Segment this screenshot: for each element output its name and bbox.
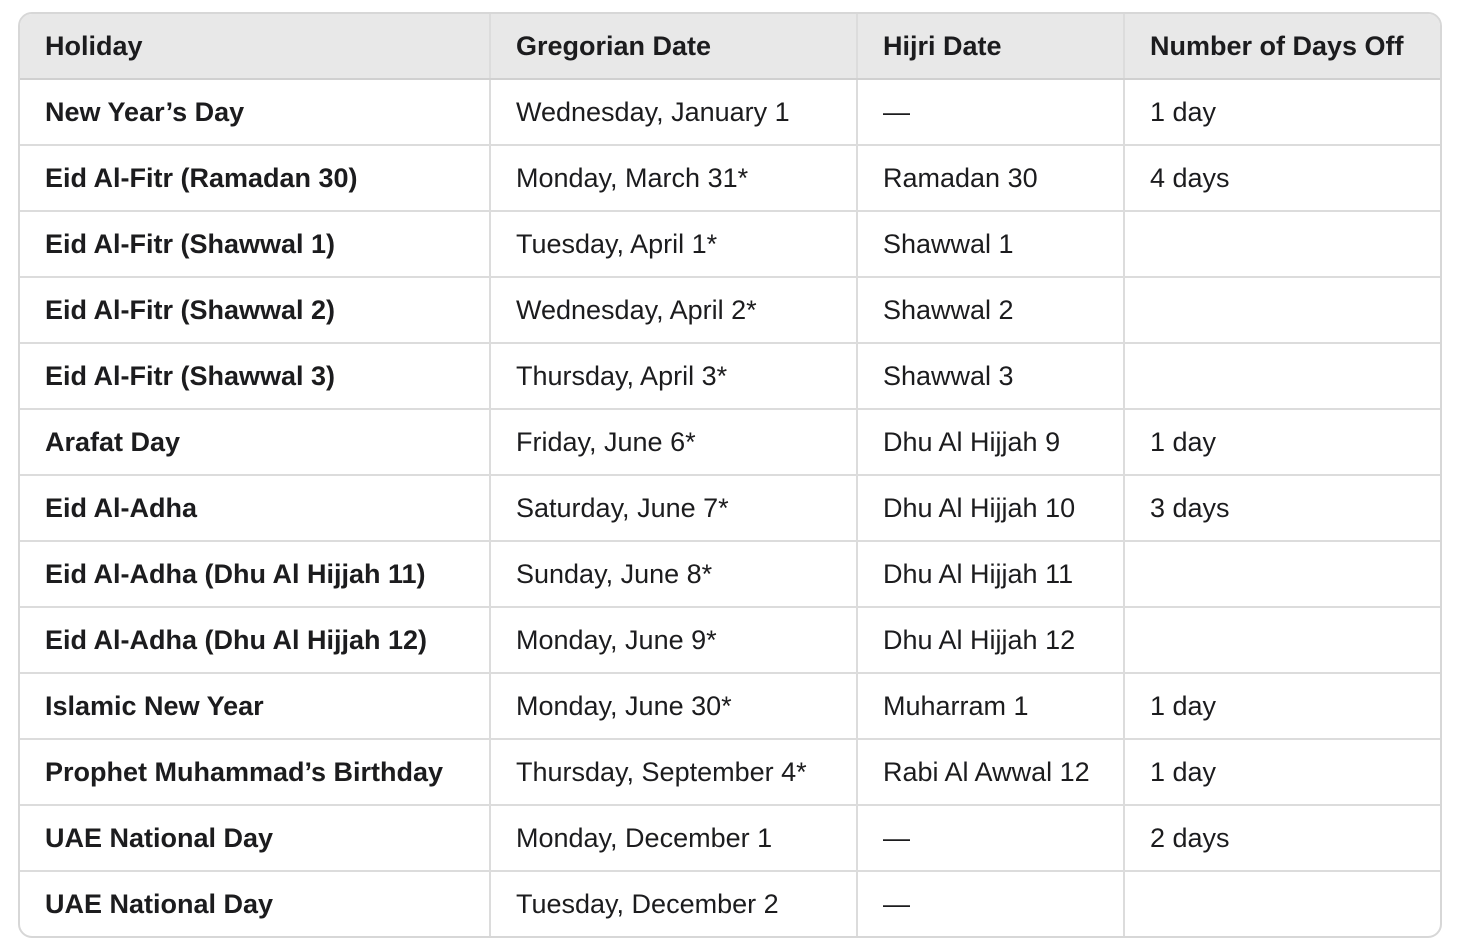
header-hijri-date: Hijri Date xyxy=(857,14,1124,79)
hijri-date-cell: Dhu Al Hijjah 12 xyxy=(857,607,1124,673)
days-off-cell: 1 day xyxy=(1124,409,1440,475)
header-row xyxy=(20,14,1440,79)
hijri-date-cell: Dhu Al Hijjah 9 xyxy=(857,409,1124,475)
days-off-cell: 1 day xyxy=(1124,673,1440,739)
days-off-cell xyxy=(1124,541,1440,607)
days-off-cell xyxy=(1124,343,1440,409)
days-off-cell: 1 day xyxy=(1124,739,1440,805)
holiday-cell: Eid Al-Fitr (Ramadan 30) xyxy=(20,145,490,211)
table-row xyxy=(20,145,1440,211)
days-off-cell: 2 days xyxy=(1124,805,1440,871)
table-row xyxy=(20,541,1440,607)
holiday-cell: Eid Al-Fitr (Shawwal 1) xyxy=(20,211,490,277)
gregorian-date-cell: Friday, June 6* xyxy=(490,409,857,475)
gregorian-date-cell: Thursday, September 4* xyxy=(490,739,857,805)
gregorian-date-cell: Monday, December 1 xyxy=(490,805,857,871)
hijri-date-cell: Muharram 1 xyxy=(857,673,1124,739)
days-off-cell: 3 days xyxy=(1124,475,1440,541)
holiday-cell: Eid Al-Adha (Dhu Al Hijjah 11) xyxy=(20,541,490,607)
hijri-date-cell: — xyxy=(857,871,1124,936)
table-body xyxy=(20,79,1440,936)
header-holiday: Holiday xyxy=(20,14,490,79)
table-row xyxy=(20,475,1440,541)
table-row xyxy=(20,805,1440,871)
gregorian-date-cell: Sunday, June 8* xyxy=(490,541,857,607)
table-row xyxy=(20,409,1440,475)
table-row xyxy=(20,343,1440,409)
hijri-date-cell: Shawwal 3 xyxy=(857,343,1124,409)
hijri-date-cell: Shawwal 2 xyxy=(857,277,1124,343)
hijri-date-cell: Shawwal 1 xyxy=(857,211,1124,277)
holiday-cell: Eid Al-Adha xyxy=(20,475,490,541)
gregorian-date-cell: Tuesday, December 2 xyxy=(490,871,857,936)
holiday-table xyxy=(20,14,1440,936)
header-days-off: Number of Days Off xyxy=(1124,14,1440,79)
table-row xyxy=(20,211,1440,277)
gregorian-date-cell: Tuesday, April 1* xyxy=(490,211,857,277)
holiday-cell: UAE National Day xyxy=(20,871,490,936)
hijri-date-cell: Dhu Al Hijjah 11 xyxy=(857,541,1124,607)
days-off-cell xyxy=(1124,871,1440,936)
table-row xyxy=(20,739,1440,805)
gregorian-date-cell: Monday, March 31* xyxy=(490,145,857,211)
holiday-cell: UAE National Day xyxy=(20,805,490,871)
days-off-cell xyxy=(1124,277,1440,343)
holiday-table-container xyxy=(18,12,1442,938)
table-header xyxy=(20,14,1440,79)
holiday-cell: New Year’s Day xyxy=(20,79,490,145)
gregorian-date-cell: Thursday, April 3* xyxy=(490,343,857,409)
days-off-cell: 1 day xyxy=(1124,79,1440,145)
hijri-date-cell: Rabi Al Awwal 12 xyxy=(857,739,1124,805)
gregorian-date-cell: Saturday, June 7* xyxy=(490,475,857,541)
gregorian-date-cell: Wednesday, January 1 xyxy=(490,79,857,145)
holiday-cell: Eid Al-Fitr (Shawwal 2) xyxy=(20,277,490,343)
hijri-date-cell: — xyxy=(857,805,1124,871)
days-off-cell: 4 days xyxy=(1124,145,1440,211)
table-row xyxy=(20,871,1440,936)
days-off-cell xyxy=(1124,607,1440,673)
hijri-date-cell: Dhu Al Hijjah 10 xyxy=(857,475,1124,541)
table-row xyxy=(20,79,1440,145)
holiday-cell: Prophet Muhammad’s Birthday xyxy=(20,739,490,805)
days-off-cell xyxy=(1124,211,1440,277)
holiday-cell: Eid Al-Fitr (Shawwal 3) xyxy=(20,343,490,409)
holiday-cell: Eid Al-Adha (Dhu Al Hijjah 12) xyxy=(20,607,490,673)
gregorian-date-cell: Monday, June 30* xyxy=(490,673,857,739)
header-gregorian-date: Gregorian Date xyxy=(490,14,857,79)
holiday-cell: Arafat Day xyxy=(20,409,490,475)
table-row xyxy=(20,607,1440,673)
gregorian-date-cell: Wednesday, April 2* xyxy=(490,277,857,343)
table-row xyxy=(20,277,1440,343)
gregorian-date-cell: Monday, June 9* xyxy=(490,607,857,673)
table-row xyxy=(20,673,1440,739)
hijri-date-cell: Ramadan 30 xyxy=(857,145,1124,211)
hijri-date-cell: — xyxy=(857,79,1124,145)
holiday-cell: Islamic New Year xyxy=(20,673,490,739)
